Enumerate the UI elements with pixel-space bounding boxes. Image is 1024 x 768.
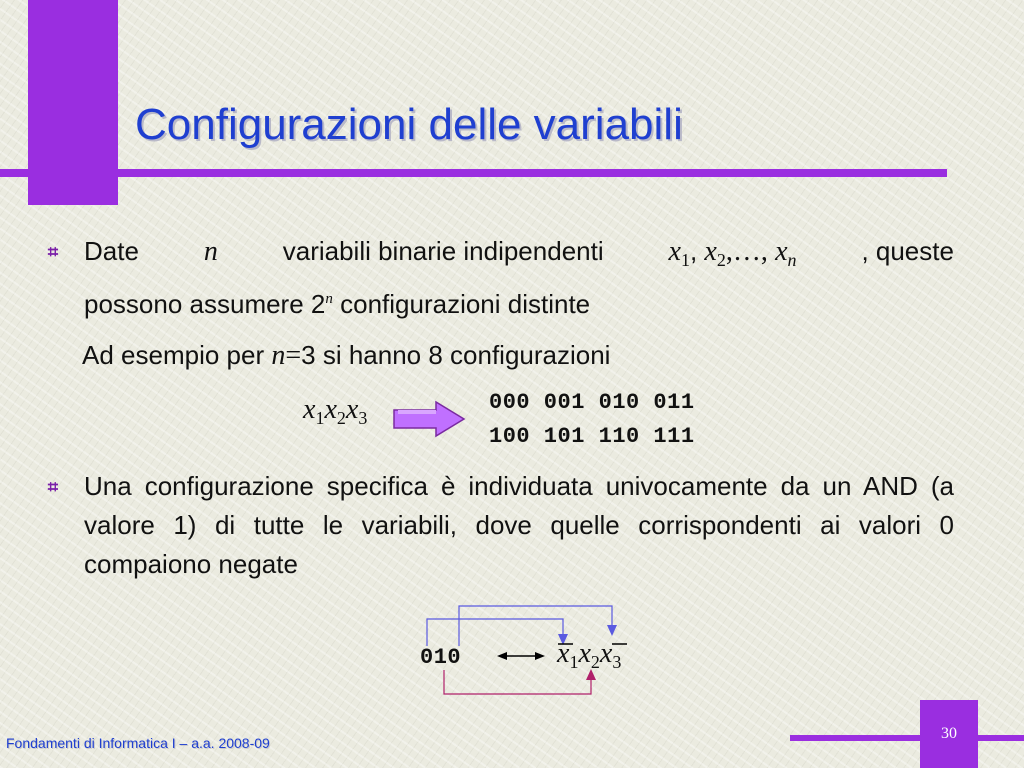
connector-line-blue <box>427 619 563 646</box>
math-x: x <box>303 394 316 425</box>
math-x: x <box>324 394 337 425</box>
math-x-negated: x <box>557 638 570 669</box>
footer-bar <box>790 735 1024 741</box>
math-sub-1: 1 <box>680 250 690 270</box>
diagram-expression <box>557 638 621 673</box>
page-number: 30 <box>941 725 957 742</box>
math-x: x <box>775 236 788 267</box>
example-line <box>82 336 610 375</box>
text-possono: possono assumere 2 <box>84 289 326 319</box>
math-sub-3: 3 <box>358 408 368 428</box>
math-sub-1: 1 <box>315 408 325 428</box>
connector-line-magenta <box>444 670 591 694</box>
bullet-icon: ⌗ <box>47 477 59 497</box>
text-variabili: variabili binarie indipendenti <box>282 236 604 266</box>
word-date: Date <box>84 236 139 266</box>
math-x: x <box>704 236 717 267</box>
math-sub-3: 3 <box>612 652 622 672</box>
bullet-icon: ⌗ <box>47 242 59 262</box>
text-queste: , queste <box>861 236 954 266</box>
math-sub-2: 2 <box>590 652 600 672</box>
variables-x1x2x3 <box>303 394 367 429</box>
math-sub-2: 2 <box>716 250 726 270</box>
text-rest: 3 si hanno 8 configurazioni <box>301 340 611 370</box>
right-arrow-icon <box>392 400 466 438</box>
math-sub-1: 1 <box>569 652 579 672</box>
bullet-1-text <box>84 232 954 324</box>
math-x-negated: x <box>599 638 613 669</box>
math-x: x <box>345 394 359 425</box>
configurations-row-2: 100 101 110 111 <box>489 424 695 449</box>
footer-course-label: Fondamenti di Informatica I – a.a. 2008-09 <box>6 735 270 751</box>
math-sub-2: 2 <box>336 408 346 428</box>
math-sup-n: n <box>325 291 333 307</box>
bullet-2-text: Una configurazione specifica è individuata univocamente da un AND (a valore 1) di tutte le variabili, dove quelle corrispondenti ai valori 0 compaiono negate <box>84 471 954 579</box>
math-x: x <box>668 236 681 267</box>
math-ellipsis: ,…, <box>725 236 768 267</box>
math-x: x <box>578 638 591 669</box>
text-ad-esempio: Ad esempio per <box>82 340 265 370</box>
math-comma: , <box>689 236 698 266</box>
configurations-row-1: 000 001 010 011 <box>489 390 695 415</box>
title-underline-bar <box>0 169 947 177</box>
slide-title: Configurazioni delle variabili <box>135 100 683 149</box>
math-equals: = <box>285 340 302 371</box>
text-configurazioni: configurazioni distinte <box>340 289 591 319</box>
math-n: n <box>271 340 286 371</box>
math-n: n <box>203 236 218 267</box>
diagram-code: 010 <box>420 645 462 670</box>
math-sub-n: n <box>787 250 797 270</box>
math-variable-list <box>669 232 797 280</box>
